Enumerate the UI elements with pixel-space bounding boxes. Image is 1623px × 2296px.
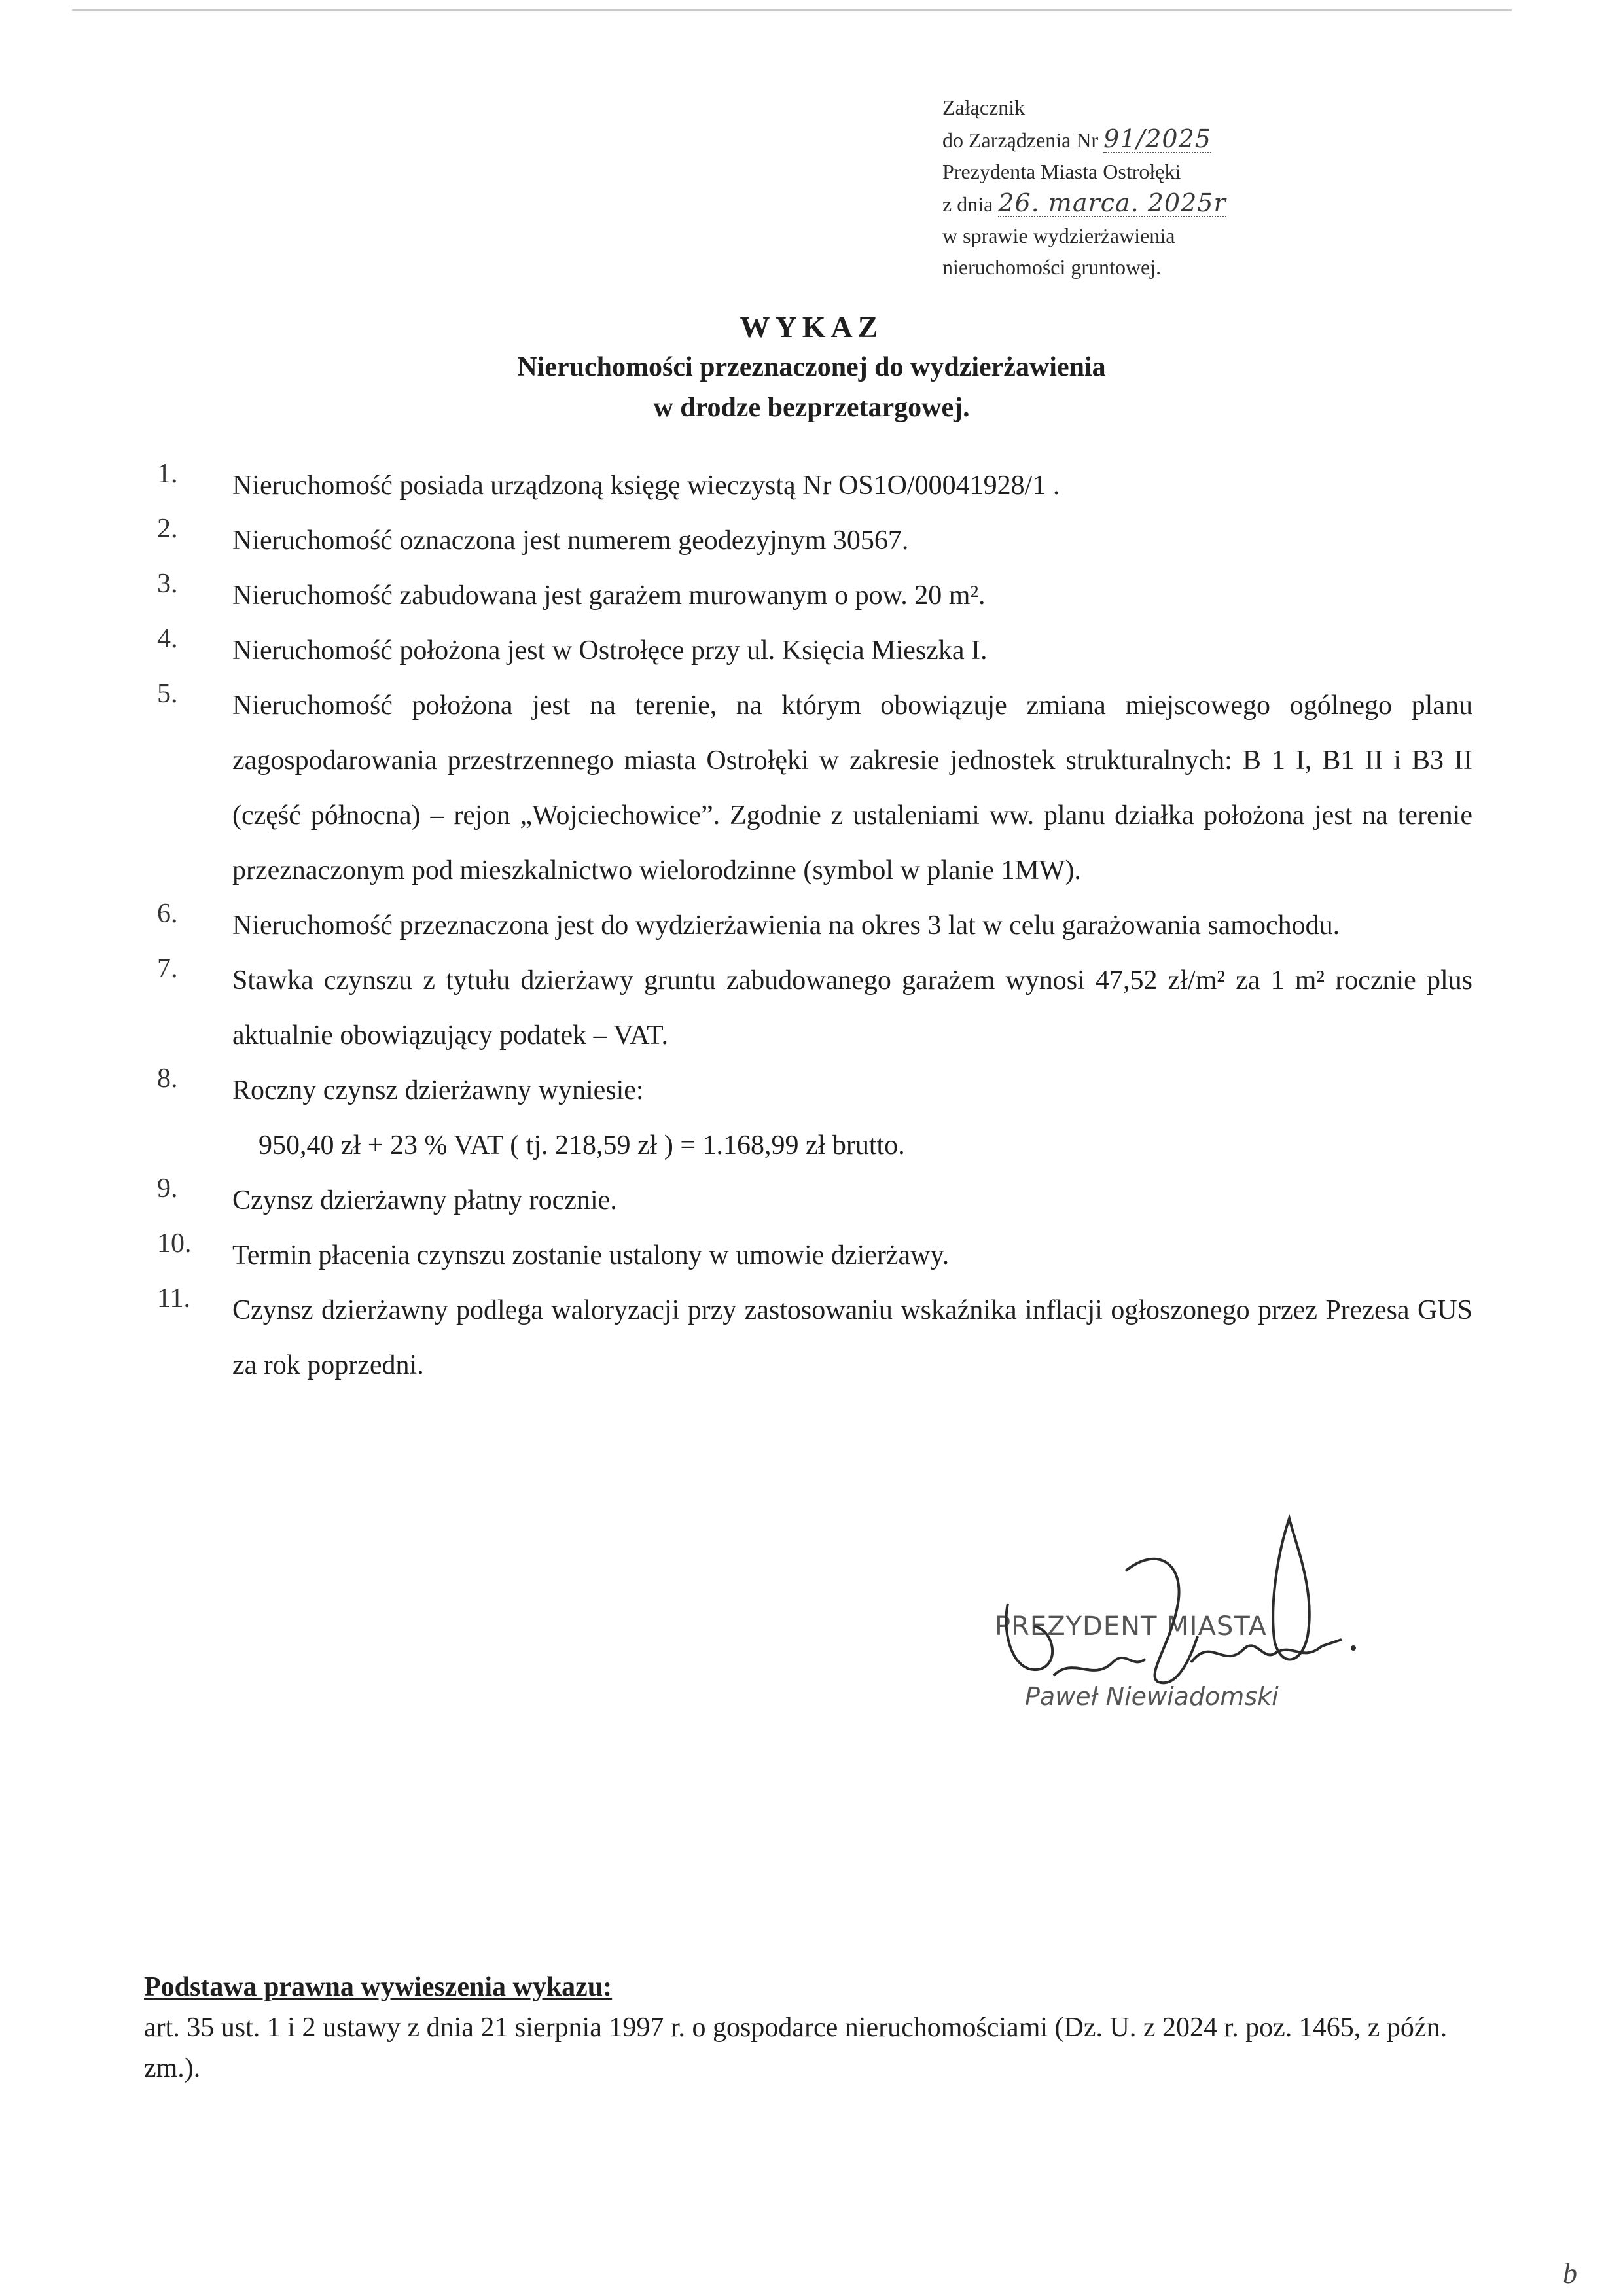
- list-item: [157, 1173, 1472, 1228]
- item-text: Nieruchomość położona jest w Ostrołęce przy ul. Księcia Mieszka I.: [232, 636, 988, 666]
- item-number: 5.: [157, 679, 178, 709]
- legal-basis-heading: Podstawa prawna wywieszenia wykazu:: [144, 1972, 613, 2002]
- handwritten-date: 26. marca. 2025r: [998, 188, 1226, 217]
- item-text: Nieruchomość oznaczona jest numerem geodezyjnym 30567.: [232, 526, 909, 556]
- title-line-3: w drodze bezprzetargowej.: [653, 393, 970, 423]
- item-number: 7.: [157, 954, 178, 984]
- legal-basis: [144, 1967, 1479, 2089]
- list-item: [157, 898, 1472, 953]
- item-number: 8.: [157, 1064, 178, 1094]
- item-number: 6.: [157, 899, 178, 929]
- list-item: [157, 1228, 1472, 1283]
- item-number: 4.: [157, 624, 178, 654]
- item-text: Czynsz dzierżawny płatny rocznie.: [232, 1185, 617, 1215]
- annex-line-6: nieruchomości gruntowej.: [942, 255, 1162, 279]
- item-text: Nieruchomość położona jest na terenie, na którym obowiązuje zmiana miejscowego ogólnego planu zagospodarowania przestrzennego miasta Ostrołęki w zakresie jednostek strukturalnych: B 1 I, B1 II i B3 II (część północna) – rejon „Wojciechowice”. Zgodnie z ustaleniami ww. planu działka położona jest na terenie przeznaczonym pod mieszkalnictwo wielorodzinne (symbol w planie 1MW).: [232, 691, 1472, 886]
- annex-line-4: [942, 187, 1226, 220]
- item-text: Nieruchomość przeznaczona jest do wydzierżawienia na okres 3 lat w celu garażowania samochodu.: [232, 910, 1340, 941]
- item-number: 11.: [157, 1283, 190, 1314]
- item-number: 1.: [157, 459, 178, 489]
- annex-line-5: w sprawie wydzierżawienia: [942, 224, 1175, 247]
- item-number: 9.: [157, 1174, 178, 1204]
- annex-line-1: Załącznik: [942, 96, 1026, 119]
- item-text: Nieruchomość zabudowana jest garażem murowanym o pow. 20 m².: [232, 581, 986, 611]
- list-item: [157, 1063, 1472, 1173]
- list-item: [157, 953, 1472, 1063]
- annex-header: [942, 92, 1226, 283]
- annex-line-2-prefix: do Zarządzenia Nr: [942, 128, 1099, 152]
- corner-handwritten-mark: b: [1563, 2257, 1577, 2289]
- list-item: [157, 1283, 1472, 1393]
- title-line-2: Nieruchomości przeznaczonej do wydzierżawienia: [517, 352, 1106, 382]
- annex-line-2: [942, 123, 1226, 156]
- list-item: [157, 458, 1472, 513]
- signature-stamp: [995, 1505, 1361, 1754]
- list-item: [157, 513, 1472, 568]
- list-item: [157, 623, 1472, 678]
- item-number: 10.: [157, 1229, 192, 1259]
- stamp-name: Paweł Niewiadomski: [1025, 1682, 1279, 1711]
- item-text: Roczny czynsz dzierżawny wyniesie:: [232, 1075, 644, 1105]
- annex-line-3: Prezydenta Miasta Ostrołęki: [942, 160, 1181, 183]
- rent-calculation: 950,40 zł + 23 % VAT ( tj. 218,59 zł ) = 1.168,99 zł brutto.: [259, 1130, 905, 1160]
- handwritten-signature-icon: [995, 1505, 1361, 1754]
- property-details-list: [157, 458, 1472, 1393]
- scan-edge-line: [72, 9, 1512, 11]
- document-title: [0, 308, 1623, 428]
- item-text: Termin płacenia czynszu zostanie ustalony w umowie dzierżawy.: [232, 1240, 950, 1270]
- stamp-role: PREZYDENT MIASTA: [995, 1611, 1267, 1641]
- title-wykaz: WYKAZ: [740, 310, 883, 344]
- list-item: [157, 678, 1472, 898]
- item-number: 2.: [157, 514, 178, 544]
- item-text: Czynsz dzierżawny podlega waloryzacji przy zastosowaniu wskaźnika inflacji ogłoszonego przez Prezesa GUS za rok poprzedni.: [232, 1295, 1472, 1380]
- item-text: Nieruchomość posiada urządzoną księgę wieczystą Nr OS1O/00041928/1 .: [232, 471, 1060, 501]
- item-text: Stawka czynszu z tytułu dzierżawy gruntu zabudowanego garażem wynosi 47,52 zł/m² za 1 m² rocznie plus aktualnie obowiązujący podatek – VAT.: [232, 965, 1472, 1050]
- list-item: [157, 568, 1472, 623]
- annex-line-4-prefix: z dnia: [942, 192, 993, 216]
- item-number: 3.: [157, 569, 178, 599]
- legal-basis-text: art. 35 ust. 1 i 2 ustawy z dnia 21 sierpnia 1997 r. o gospodarce nieruchomościami (Dz. U. z 2024 r. poz. 1465, z późn. zm.).: [144, 2013, 1448, 2083]
- handwritten-order-number: 91/2025: [1103, 124, 1211, 153]
